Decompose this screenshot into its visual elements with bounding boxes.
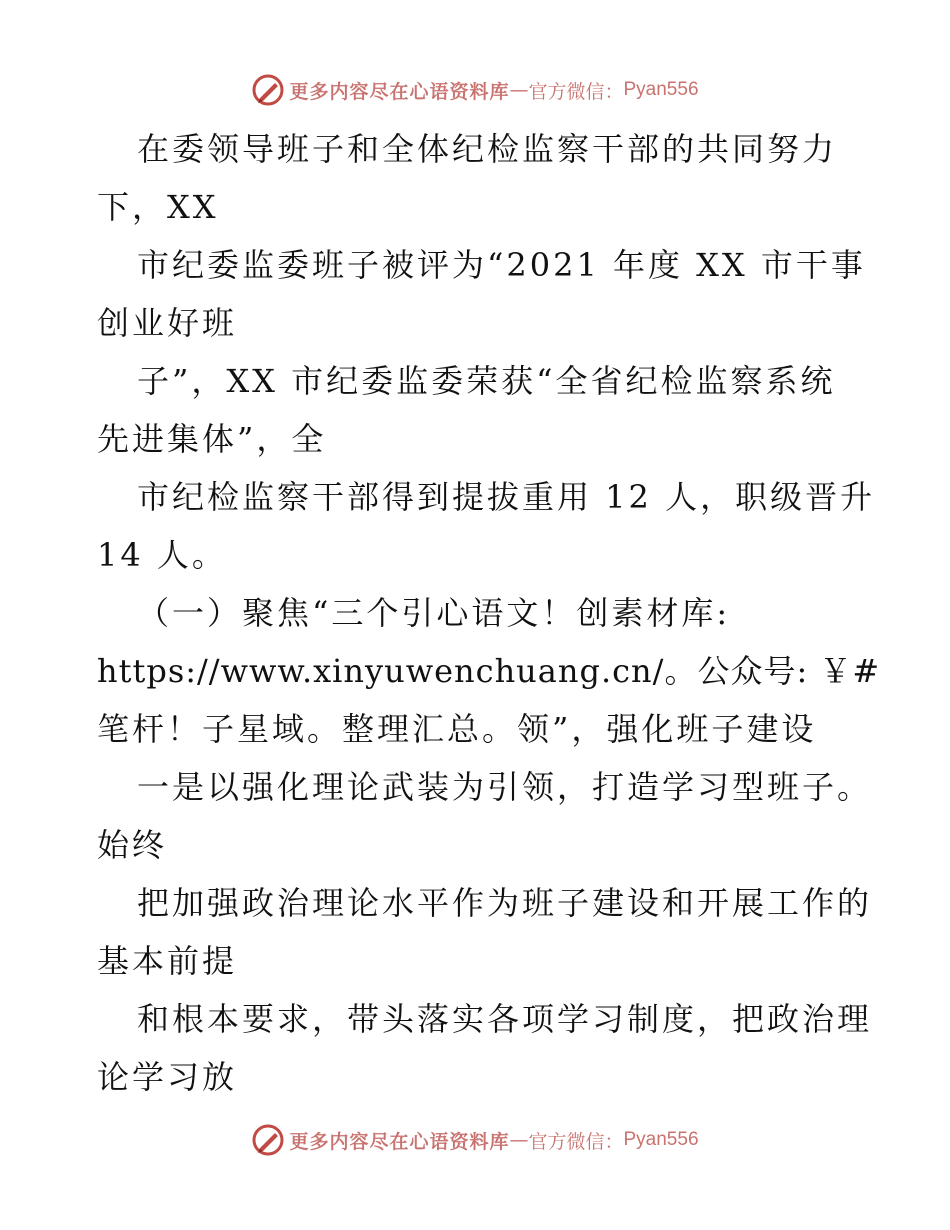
- text-line: 和根本要求，带头落实各项学习制度，把政治理: [137, 1000, 873, 1038]
- document-body: [97, 120, 897, 1106]
- text-line: 论学习放: [97, 1058, 238, 1096]
- text-line: 子”，XX 市纪委监委荣获“全省纪检监察系统: [137, 362, 836, 400]
- text-line: 先进集体”，全: [97, 420, 327, 458]
- text-line: （一）聚焦“三个引心语文！创素材库:: [137, 594, 731, 632]
- text-line: 笔杆！子星域。整理汇总。领”，强化班子建设: [97, 710, 817, 748]
- watermark-site-name: 更多内容尽在心语资料库: [289, 80, 510, 103]
- watermark-wechat-label: 官方微信：: [528, 80, 624, 103]
- pen-logo-icon: [251, 1123, 285, 1157]
- footer-watermark: [0, 1122, 950, 1158]
- watermark-wechat-id: Pyan556: [623, 79, 699, 100]
- watermark-wechat-id: Pyan556: [623, 1129, 699, 1150]
- text-line: 创业好班: [97, 304, 238, 342]
- text-line: 基本前提: [97, 942, 238, 980]
- text-line: https://www.xinyuwenchuang.cn/。公众号: ￥#: [97, 652, 881, 690]
- text-line: 市纪委监委班子被评为“2021 年度 XX 市干事: [137, 246, 866, 284]
- watermark-site-name: 更多内容尽在心语资料库: [289, 1130, 510, 1153]
- text-line: 一是以强化理论武装为引领，打造学习型班子。: [137, 768, 873, 806]
- text-line: 把加强政治理论水平作为班子建设和开展工作的: [137, 884, 873, 922]
- watermark-separator: —: [509, 79, 529, 101]
- text-line: 下，XX: [97, 188, 219, 226]
- text-line: 市纪检监察干部得到提拔重用 12 人，职级晋升: [137, 478, 876, 516]
- text-line: 14 人。: [97, 536, 227, 574]
- text-line: 始终: [97, 826, 168, 864]
- watermark-wechat-label: 官方微信：: [528, 1130, 624, 1153]
- header-watermark: [0, 72, 950, 108]
- watermark-separator: —: [509, 1129, 529, 1151]
- text-line: 在委领导班子和全体纪检监察干部的共同努力: [137, 130, 838, 168]
- pen-logo-icon: [251, 73, 285, 107]
